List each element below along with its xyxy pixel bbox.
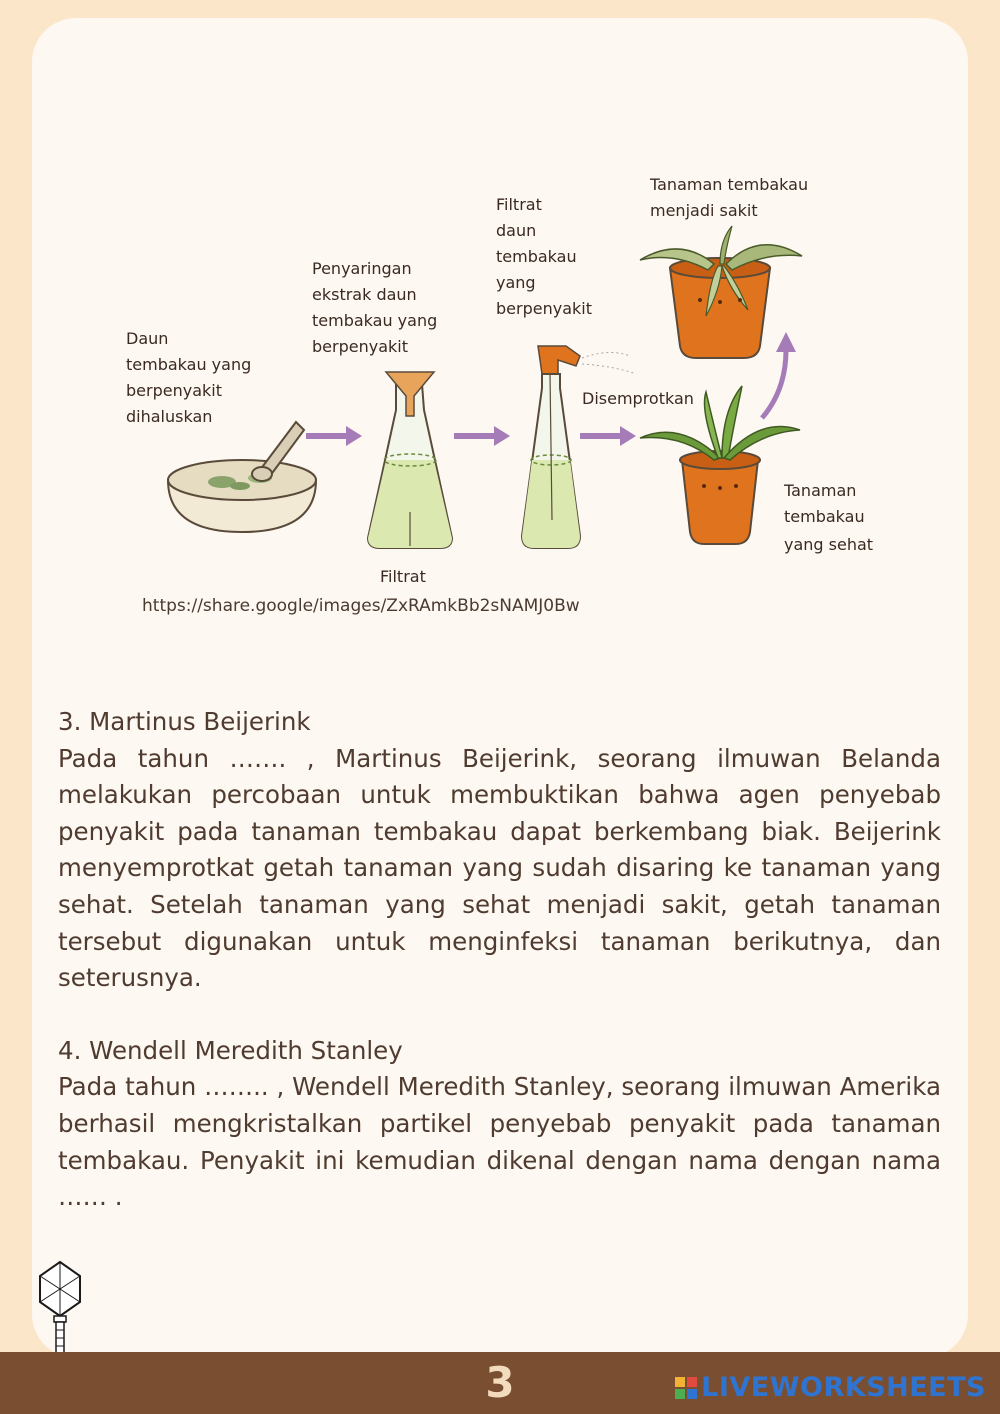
section-heading-beijerink: 3. Martinus Beijerink bbox=[58, 707, 311, 736]
label-filtrat: Filtrat bbox=[380, 567, 426, 586]
spray-bottle-icon bbox=[522, 346, 636, 548]
label-healthy-plant: Tanaman tembakau yang sehat bbox=[784, 481, 874, 554]
section-heading-stanley: 4. Wendell Meredith Stanley bbox=[58, 1035, 403, 1065]
arrow-right-icon bbox=[454, 426, 510, 446]
mortar-bowl-icon bbox=[168, 422, 316, 532]
brand-name: LIVEWORKSHEETS bbox=[701, 1372, 986, 1403]
arrow-right-icon bbox=[306, 426, 362, 446]
label-sick-plant: Tanaman tembakau menjadi sakit bbox=[650, 175, 809, 220]
liveworksheets-mark-icon bbox=[675, 1377, 697, 1399]
footer-bar bbox=[0, 1352, 1000, 1414]
label-step1: Daun tembakau yang berpenyakit dihaluskan bbox=[126, 329, 252, 426]
label-sprayed: Disemprotkan bbox=[582, 389, 694, 408]
tobacco-experiment-diagram bbox=[110, 160, 890, 600]
section-body-beijerink: Pada tahun ……. , Martinus Beijerink, seorang ilmuwan Belanda melakukan percobaan untuk membuktikan bahwa agen penyebab penyakit pada tanaman tembakau dapat berkembang biak. Beijerink menyemprotkat getah tanaman yang sudah disaring ke tanaman yang sehat. Setelah tanaman yang sehat menjadi sakit, getah tanaman tersebut digunakan untuk menginfeksi tanaman berikutnya, dan seterusnya. bbox=[58, 743, 941, 993]
image-source-caption: https://share.google/images/ZxRAmkBb2sNAMJ0Bw bbox=[142, 596, 580, 616]
healthy-plant-icon bbox=[640, 386, 800, 544]
label-step3: Filtrat daun tembakau yang berpenyakit bbox=[496, 195, 592, 318]
sick-plant-icon bbox=[640, 226, 802, 358]
spacer bbox=[58, 997, 941, 1033]
text-content bbox=[58, 704, 941, 1216]
section-body-stanley: Pada tahun …….. , Wendell Meredith Stanley, seorang ilmuwan Amerika berhasil mengkristalkan partikel penyebab penyakit pada tanaman tembakau. Penyakit ini kemudian dikenal dengan nama dengan nama …… . bbox=[58, 1072, 941, 1212]
liveworksheets-logo[interactable] bbox=[675, 1372, 986, 1403]
label-step2: Penyaringan ekstrak daun tembakau yang berpenyakit bbox=[312, 259, 438, 356]
flask-funnel-icon bbox=[368, 372, 452, 548]
arrow-right-icon bbox=[580, 426, 636, 446]
page-number: 3 bbox=[485, 1358, 515, 1407]
arrow-up-icon bbox=[762, 332, 796, 418]
